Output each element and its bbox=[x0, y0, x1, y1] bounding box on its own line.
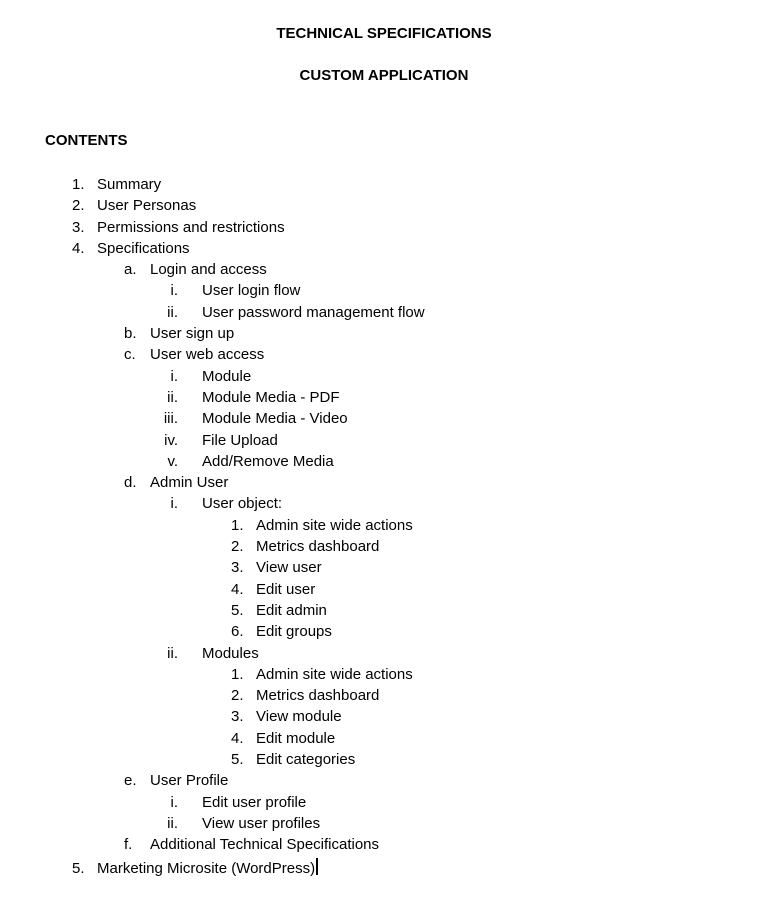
list-marker: f. bbox=[124, 836, 133, 854]
list-marker: e. bbox=[124, 772, 137, 790]
table-of-contents bbox=[0, 174, 768, 879]
document-title: TECHNICAL SPECIFICATIONS bbox=[276, 25, 492, 42]
list-item[interactable] bbox=[0, 430, 768, 451]
list-marker: 2. bbox=[72, 197, 85, 215]
list-marker: i. bbox=[170, 282, 178, 300]
list-marker: 3. bbox=[231, 708, 244, 726]
list-item-text: Login and access bbox=[150, 261, 267, 279]
list-item-text: Edit admin bbox=[256, 601, 327, 619]
document-subtitle: CUSTOM APPLICATION bbox=[299, 67, 469, 84]
list-item-text: Metrics dashboard bbox=[256, 538, 380, 556]
list-marker: 5. bbox=[72, 859, 85, 877]
list-item[interactable] bbox=[0, 557, 768, 578]
list-item[interactable] bbox=[0, 493, 768, 514]
list-item[interactable] bbox=[0, 813, 768, 834]
list-item[interactable] bbox=[0, 344, 768, 365]
list-item[interactable] bbox=[0, 387, 768, 408]
list-marker: d. bbox=[124, 474, 137, 492]
list-item[interactable] bbox=[0, 536, 768, 557]
list-item-text: Edit categories bbox=[256, 751, 356, 769]
list-marker: 4. bbox=[231, 580, 244, 598]
list-item[interactable] bbox=[0, 792, 768, 813]
list-item-text: File Upload bbox=[202, 431, 278, 449]
list-item-text: Admin site wide actions bbox=[256, 516, 413, 534]
contents-heading: CONTENTS bbox=[45, 132, 128, 149]
list-marker: 1. bbox=[231, 516, 244, 534]
list-item[interactable] bbox=[0, 856, 768, 879]
list-item[interactable] bbox=[0, 685, 768, 706]
text-cursor bbox=[316, 858, 318, 875]
list-item-text: Additional Technical Specifications bbox=[150, 836, 380, 854]
list-marker: i. bbox=[170, 793, 178, 811]
list-marker: ii. bbox=[167, 388, 178, 406]
list-item-text: Module Media - Video bbox=[202, 410, 348, 428]
list-item-text: User web access bbox=[150, 346, 265, 364]
list-item[interactable] bbox=[0, 621, 768, 642]
list-item[interactable] bbox=[0, 451, 768, 472]
list-item-text: Module bbox=[202, 367, 252, 385]
list-item-text: User login flow bbox=[202, 282, 301, 300]
list-item-text: Edit user bbox=[256, 580, 316, 598]
list-marker: b. bbox=[124, 325, 137, 343]
list-item[interactable] bbox=[0, 600, 768, 621]
list-marker: 3. bbox=[72, 218, 85, 236]
list-item-text: Summary bbox=[97, 176, 162, 193]
list-item-text: Admin User bbox=[150, 474, 229, 492]
list-marker: iv. bbox=[164, 431, 178, 449]
list-item[interactable] bbox=[0, 195, 768, 216]
list-marker: c. bbox=[124, 346, 136, 364]
list-marker: 3. bbox=[231, 559, 244, 577]
list-item[interactable] bbox=[0, 834, 768, 855]
list-item[interactable] bbox=[0, 728, 768, 749]
list-item[interactable] bbox=[0, 238, 768, 259]
list-item-text: View user profiles bbox=[202, 814, 321, 832]
list-item-text: User password management flow bbox=[202, 303, 425, 321]
list-item[interactable] bbox=[0, 664, 768, 685]
list-item-text: User object: bbox=[202, 495, 283, 513]
list-item[interactable] bbox=[0, 472, 768, 493]
list-item-text: View module bbox=[256, 708, 342, 726]
list-item-text: Module Media - PDF bbox=[202, 388, 340, 406]
list-marker: ii. bbox=[167, 814, 178, 832]
list-item-text: Specifications bbox=[97, 239, 190, 257]
list-marker: a. bbox=[124, 261, 137, 279]
list-marker: ii. bbox=[167, 644, 178, 662]
list-item[interactable] bbox=[0, 749, 768, 770]
list-item[interactable] bbox=[0, 302, 768, 323]
list-item[interactable] bbox=[0, 259, 768, 280]
list-item[interactable] bbox=[0, 280, 768, 301]
list-marker: v. bbox=[167, 452, 178, 470]
list-item[interactable] bbox=[0, 408, 768, 429]
list-marker: 4. bbox=[231, 729, 244, 747]
list-item-text: Edit user profile bbox=[202, 793, 307, 811]
list-marker: i. bbox=[170, 495, 178, 513]
list-marker: 2. bbox=[231, 538, 244, 556]
list-marker: 5. bbox=[231, 751, 244, 769]
list-item[interactable] bbox=[0, 770, 768, 791]
list-item-text: Marketing Microsite (WordPress) bbox=[97, 859, 316, 877]
list-item-text: View user bbox=[256, 559, 322, 577]
list-item[interactable] bbox=[0, 366, 768, 387]
list-marker: 1. bbox=[72, 176, 85, 193]
list-marker: 1. bbox=[231, 665, 244, 683]
list-item-text: User Personas bbox=[97, 197, 197, 215]
list-marker: ii. bbox=[167, 303, 178, 321]
list-item-text: Permissions and restrictions bbox=[97, 218, 285, 236]
list-item[interactable] bbox=[0, 706, 768, 727]
list-item-text: User Profile bbox=[150, 772, 229, 790]
list-item-text: User sign up bbox=[150, 325, 235, 343]
list-marker: i. bbox=[170, 367, 178, 385]
list-marker: 2. bbox=[231, 687, 244, 705]
list-marker: 4. bbox=[72, 239, 85, 257]
list-item[interactable] bbox=[0, 323, 768, 344]
list-item[interactable] bbox=[0, 217, 768, 238]
list-item[interactable] bbox=[0, 174, 768, 195]
list-item[interactable] bbox=[0, 579, 768, 600]
list-item-text: Admin site wide actions bbox=[256, 665, 413, 683]
list-marker: 6. bbox=[231, 623, 244, 641]
list-item-text: Add/Remove Media bbox=[202, 452, 334, 470]
list-item-text: Modules bbox=[202, 644, 259, 662]
list-item-text: Edit module bbox=[256, 729, 336, 747]
list-item[interactable] bbox=[0, 515, 768, 536]
list-item[interactable] bbox=[0, 643, 768, 664]
list-item-text: Edit groups bbox=[256, 623, 332, 641]
list-marker: 5. bbox=[231, 601, 244, 619]
list-item-text: Metrics dashboard bbox=[256, 687, 380, 705]
list-marker: iii. bbox=[163, 410, 178, 428]
